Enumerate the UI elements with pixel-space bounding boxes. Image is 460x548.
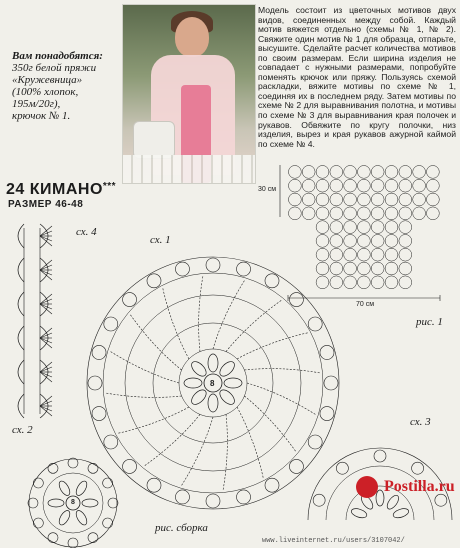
pattern-size: РАЗМЕР 46-48 <box>8 199 84 210</box>
motif-4-edging <box>18 224 52 418</box>
dimension-height: 30 см <box>258 186 277 193</box>
materials-line: (100% хлопок, <box>12 86 79 98</box>
materials-line: 195м/20г), <box>12 98 61 110</box>
materials-line: 350г белой пряжи <box>12 62 97 74</box>
label-scheme-1: сх. 1 <box>150 234 171 246</box>
motif-1-center-number: 8 <box>210 379 215 388</box>
dimension-width: 70 см <box>356 301 375 308</box>
label-scheme-3: сх. 3 <box>410 416 431 428</box>
pattern-title-text: 24 КИМАНО <box>6 181 103 198</box>
label-figure-1: рис. 1 <box>416 316 443 328</box>
pin-logo-icon <box>356 476 378 498</box>
pattern-title: 24 КИМАНО*** <box>6 181 117 198</box>
pattern-description: Модель состоит из цветочных мотивов двух видов, соединенных между собой. Каждый мотив вяжется отдельно (схемы № 1, № 2). Свяжите один мотив № 1 для образца, отпарьте, высушите. Сделайте расчет количества мотивов по своим размерам. Если ширина изделия не совпадает с нужными размерами, попробуйте поменять крючок или пряжу. Пользуясь схемой раскладки, вяжите мотивы по схеме № 1, соединяя их в последнем ряду. Затем мотивы по схеме № 2 для выравнивания полотна, и мотивы по схеме № 3 для выравнивания края полочек и рукавов. Обвяжите по кругу полочки, низ изделия, вырез и края рукавов ажурной каймой по схеме № 4. <box>258 5 456 149</box>
materials-line: «Кружевница» <box>12 74 83 86</box>
label-scheme-2: сх. 2 <box>12 424 33 436</box>
materials-title: Вам понадобятся: <box>12 50 103 62</box>
motif-2-center-number: 8 <box>71 499 75 506</box>
layout-diagram <box>280 165 440 301</box>
label-assembly: рис. сборка <box>155 522 208 534</box>
label-scheme-4: сх. 4 <box>76 226 97 238</box>
watermark-url: www.liveinternet.ru/users/3107042/ <box>262 537 405 545</box>
materials-line: крючок № 1. <box>12 110 71 122</box>
watermark-brand: Postilla.ru <box>384 478 455 495</box>
